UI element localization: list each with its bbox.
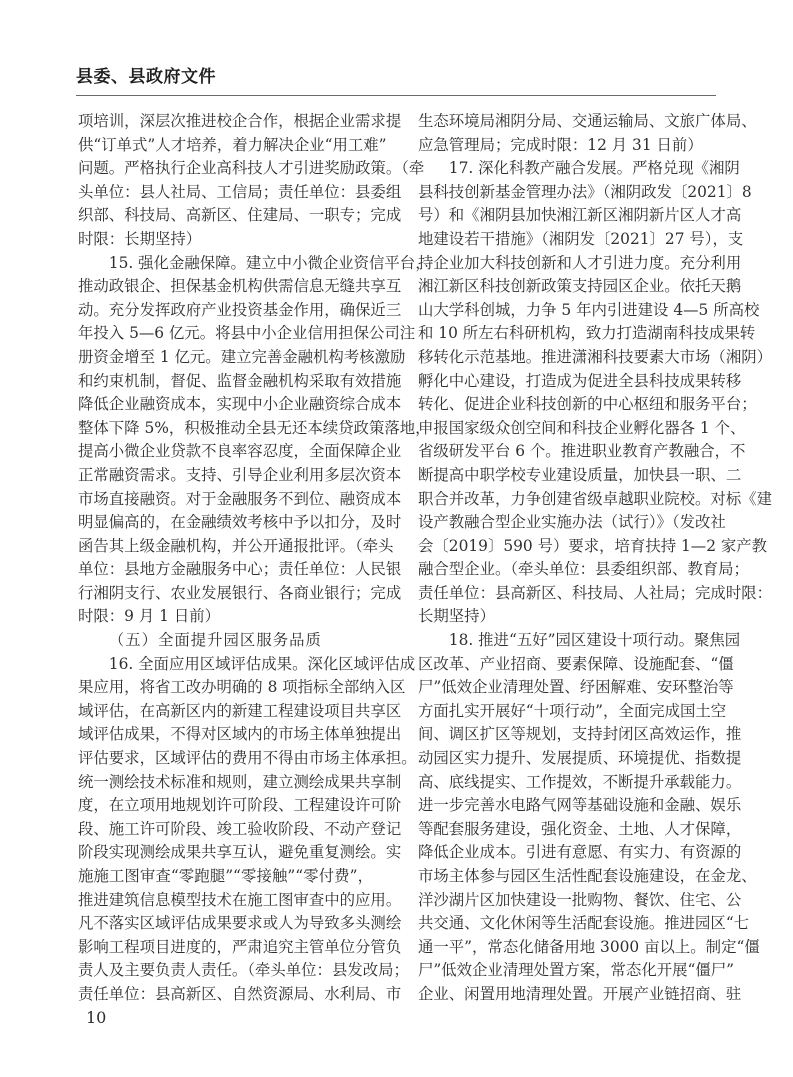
text-line: 单位：县地方金融服务中心；责任单位：人民银 <box>78 560 402 579</box>
text-line: 和 10 所左右科研机构，致力打造湖南科技成果转 <box>418 324 756 343</box>
text-line: 移转化示范基地。推进潇湘科技要素大市场（湘阴） <box>418 347 772 366</box>
text-line: 17. 深化科教产融合发展。严格兑现《湘阴 <box>448 159 740 178</box>
text-line: 尸”低效企业清理处置、纾困解难、安环整治等 <box>418 678 734 697</box>
text-line: 高、底线提实、工作提效，不断提升承载能力。 <box>418 772 742 791</box>
text-line: 长期坚持） <box>418 607 495 626</box>
text-line: 影响工程项目进度的，严肃追究主管单位分管负 <box>78 937 402 956</box>
text-line: 项培训，深层次推进校企合作，根据企业需求提 <box>78 112 402 130</box>
text-line: 明显偏高的，在金融绩效考核中予以扣分，及时 <box>78 513 402 532</box>
text-line: 动园区实力提升、发展提质、环境提优、指数提 <box>418 749 742 768</box>
text-line: 湘江新区科技创新政策支持园区企业。依托天鹅 <box>418 277 742 296</box>
text-line: 洋沙湖片区加快建设一批购物、餐饮、住宅、公 <box>418 890 742 909</box>
text-line: 段、施工许可阶段、竣工验收阶段、不动产登记 <box>78 819 402 838</box>
text-line: 设产教融合型企业实施办法（试行）》（发改社 <box>418 513 726 532</box>
text-line: 市场主体参与园区生活性配套设施建设，在金龙、 <box>418 867 757 885</box>
body-paragraph <box>78 252 431 630</box>
text-line: 问题。严格执行企业高科技人才引进奖励政策。（牵 <box>78 159 425 178</box>
text-line: 共交通、文化休闲等生活配套设施。推进园区“七 <box>418 914 750 933</box>
text-line: 降低企业融资成本，实现中小企业融资综合成本 <box>78 395 402 414</box>
text-line: 施施工图审查“零跑腿”“零接触”“零付费”， <box>78 867 373 885</box>
text-line: 年投入 5—6 亿元。将县中小企业信用担保公司注 <box>78 324 416 343</box>
text-line: 方面扎实开展好“十项行动”，全面完成国土空 <box>418 701 727 720</box>
text-line: 时限：9 月 1 日前） <box>78 607 220 626</box>
text-line: 通一平”，常态化储备用地 3000 亩以上。制定“僵 <box>418 937 760 956</box>
text-line: 统一测绘技术标准和规则，建立测绘成果共享制 <box>78 772 402 791</box>
text-line: 孵化中心建设，打造成为促进全县科技成果转移 <box>418 371 742 390</box>
text-line: 阶段实现测绘成果共享互认，避免重复测绘。实 <box>78 843 402 862</box>
text-line: 15. 强化金融保障。建立中小微企业资信平台， <box>108 253 431 272</box>
text-line: 18. 推进“五好”园区建设十项行动。聚焦园 <box>448 631 741 650</box>
text-line: （五）全面提升园区服务品质 <box>108 631 322 650</box>
text-line: 提高小微企业贷款不良率容忍度，全面保障企业 <box>78 442 402 461</box>
text-line: 推进建筑信息模型技术在施工图审查中的应用。 <box>78 890 402 909</box>
text-line: 责任单位：县高新区、科技局、人社局；完成时限： <box>418 583 772 602</box>
text-line: 持企业加大科技创新和人才引进力度。充分利用 <box>418 253 742 272</box>
text-line: 评估要求，区域评估的费用不得由市场主体承担。 <box>78 749 417 768</box>
text-line: 责任单位：县高新区、自然资源局、水利局、市 <box>78 984 402 1003</box>
text-line: 域评估，在高新区内的新建工程建设项目共享区 <box>78 701 402 720</box>
text-line: 时限：长期坚持） <box>78 229 202 248</box>
text-line: 责人及主要负责人责任。（牵头单位：县发改局； <box>78 961 409 980</box>
text-line: 16. 全面应用区域评估成果。深化区域评估成 <box>108 654 416 673</box>
text-line: 凡不落实区域评估成果要求或人为导致多头测绘 <box>78 914 402 933</box>
text-line: 断提高中职学校专业建设质量，加快县一职、二 <box>418 465 742 484</box>
text-line: 生态环境局湘阴分局、交通运输局、文旅广体局、 <box>418 112 757 130</box>
text-line: 职合并改革，力争创建省级卓越职业院校。对标《建 <box>418 489 772 508</box>
text-line: 行湘阴支行、农业发展银行、各商业银行；完成 <box>78 583 402 602</box>
text-line: 整体下降 5%，积极推动全县无还本续贷政策落地， <box>78 418 431 437</box>
text-line: 申报国家级众创空间和科技企业孵化器各 1 个、 <box>418 418 746 437</box>
right-text-column <box>418 110 772 1007</box>
running-header-title: 县委、县政府文件 <box>76 67 216 87</box>
body-paragraph <box>418 629 760 1007</box>
text-line: 企业、闲置用地清理处置。开展产业链招商、驻 <box>418 984 742 1003</box>
text-line: 县科技创新基金管理办法》（湘阴政发〔2021〕8 <box>418 182 752 201</box>
text-line: 应急管理局；完成时限：12 月 31 日前） <box>418 135 703 154</box>
text-line: 转化、促进企业科技创新的中心枢纽和服务平台； <box>418 395 757 414</box>
text-line: 省级研发平台 6 个。推进职业教育产教融合，不 <box>418 442 746 461</box>
text-line: 等配套服务建设，强化资金、土地、人才保障， <box>418 819 742 838</box>
text-line: 域评估成果，不得对区域内的市场主体单独提出 <box>78 725 402 744</box>
text-line: 尸”低效企业清理处置方案，常态化开展“僵尸” <box>418 961 735 980</box>
text-line: 市场直接融资。对于金融服务不到位、融资成本 <box>78 489 402 508</box>
text-line: 供“订单式”人才培养，着力解决企业“用工难” <box>78 135 387 154</box>
text-line: 度，在立项用地规划许可阶段、工程建设许可阶 <box>78 796 402 815</box>
text-line: 山大学科创城，力争 5 年内引进建设 4—5 所高校 <box>418 300 760 319</box>
text-line: 会〔2019〕590 号）要求，培育扶持 1—2 家产教 <box>418 536 768 555</box>
text-line: 果应用，将省工改办明确的 8 项指标全部纳入区 <box>78 678 406 697</box>
body-paragraph <box>418 157 772 629</box>
text-line: 进一步完善水电路气网等基础设施和金融、娱乐 <box>418 796 742 815</box>
header-divider <box>76 95 716 96</box>
text-line: 降低企业成本。引进有意愿、有实力、有资源的 <box>418 843 742 862</box>
text-line: 融合型企业。（牵头单位：县委组织部、教育局； <box>418 560 749 579</box>
text-line: 织部、科技局、高新区、住建局、一职专；完成 <box>78 206 402 225</box>
text-line: 正常融资需求。支持、引导企业利用多层次资本 <box>78 465 402 484</box>
left-text-column <box>78 110 431 1007</box>
page-number: 10 <box>86 1008 107 1027</box>
body-paragraph <box>78 110 425 252</box>
text-line: 间、调区扩区等规划，支持封闭区高效运作，推 <box>418 725 742 744</box>
text-line: 区改革、产业招商、要素保障、设施配套、“僵 <box>418 654 734 673</box>
text-line: 推动政银企、担保基金机构供需信息无缝共享互 <box>78 277 402 296</box>
text-line: 函告其上级金融机构，并公开通报批评。（牵头 <box>78 536 394 555</box>
text-line: 册资金增至 1 亿元。建立完善金融机构考核激励 <box>78 347 406 366</box>
text-line: 和约束机制，督促、监督金融机构采取有效措施 <box>78 371 402 390</box>
body-paragraph <box>418 110 757 157</box>
text-line: 号）和《湘阴县加快湘江新区湘阴新片区人才高 <box>418 206 742 225</box>
text-line: 动。充分发挥政府产业投资基金作用，确保近三 <box>78 300 402 319</box>
text-line: 地建设若干措施》（湘阴发〔2021〕27 号），支 <box>418 229 744 248</box>
body-paragraph <box>78 653 417 1007</box>
section-heading <box>78 629 373 653</box>
text-line: 头单位：县人社局、工信局；责任单位：县委组 <box>78 182 402 201</box>
